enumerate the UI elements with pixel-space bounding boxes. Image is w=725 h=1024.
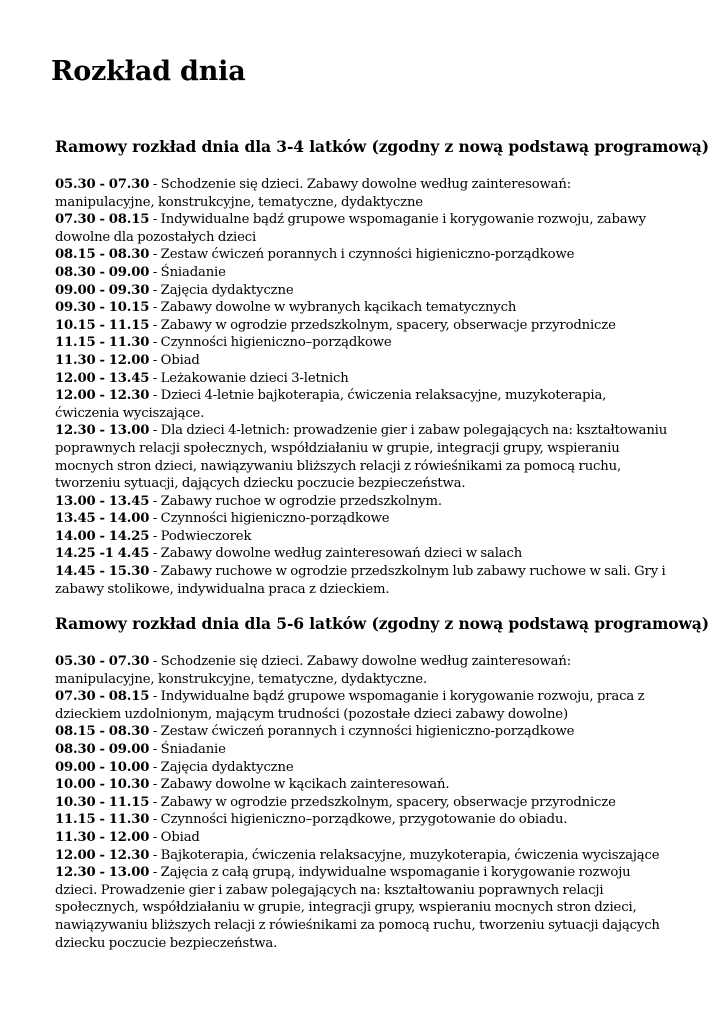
entry-description: - Zajęcia dydaktyczne xyxy=(149,759,294,775)
entry-time: 13.00 - 13.45 xyxy=(55,493,150,509)
schedule-entry xyxy=(55,741,670,759)
schedule-section-3-4 xyxy=(55,137,709,598)
schedule-entry xyxy=(55,493,670,511)
entry-time: 09.00 - 10.00 xyxy=(55,759,150,775)
entry-description: - Schodzenie się dzieci. Zabawy dowolne według zainteresowań: manipulacyjne, konstrukcyjne, tematyczne, dydaktyczne. xyxy=(55,654,572,687)
schedule-entry xyxy=(55,563,670,598)
entry-description: - Czynności higieniczno–porządkowe, przygotowanie do obiadu. xyxy=(149,812,568,828)
schedule-entry xyxy=(55,317,670,335)
entry-time: 08.30 - 09.00 xyxy=(55,741,150,757)
entry-description: - Zabawy ruchowe w ogrodzie przedszkolnym lub zabawy ruchowe w sali. Gry i zabawy stolikowe, indywidualna praca z dzieckiem. xyxy=(55,564,666,597)
schedule-entry xyxy=(55,246,670,264)
entry-time: 13.45 - 14.00 xyxy=(55,511,150,527)
schedule-section-5-6 xyxy=(55,614,709,952)
entry-time: 11.30 - 12.00 xyxy=(55,829,150,845)
schedule-list xyxy=(55,653,670,952)
schedule-entry xyxy=(55,528,670,546)
schedule-entry xyxy=(55,299,670,317)
entry-description: - Dla dzieci 4-letnich: prowadzenie gier i zabaw polegających na: kształtowaniu poprawnych relacji społecznych, współdziałaniu w grupie, integracji grupy, wspieraniu mocnych stron dzieci, nawiązywaniu bliższych relacji z rówieśnikami za pomocą ruchu, tworzeniu sytuacji, dających dziecku poczucie bezpieczeństwa. xyxy=(55,423,668,492)
entry-time: 05.30 - 07.30 xyxy=(55,654,150,669)
schedule-entry xyxy=(55,545,670,563)
entry-description: - Obiad xyxy=(149,352,200,368)
entry-description: - Leżakowanie dzieci 3-letnich xyxy=(149,370,349,386)
entry-description: - Schodzenie się dzieci. Zabawy dowolne według zainteresowań: manipulacyjne, konstrukcyjne, tematyczne, dydaktyczne xyxy=(55,177,572,210)
entry-description: - Zestaw ćwiczeń porannych i czynności higieniczno-porządkowe xyxy=(149,247,575,263)
entry-time: 08.15 - 08.30 xyxy=(55,724,150,740)
schedule-entry xyxy=(55,211,670,246)
entry-time: 11.30 - 12.00 xyxy=(55,352,150,368)
entry-time: 07.30 - 08.15 xyxy=(55,689,150,705)
schedule-entry xyxy=(55,422,670,492)
schedule-entry xyxy=(55,811,670,829)
entry-time: 14.25 -1 4.45 xyxy=(55,546,150,562)
entry-description: - Zajęcia dydaktyczne xyxy=(149,282,294,298)
schedule-entry xyxy=(55,759,670,777)
schedule-entry xyxy=(55,282,670,300)
schedule-entry xyxy=(55,776,670,794)
schedule-entry xyxy=(55,794,670,812)
entry-description: - Zabawy dowolne według zainteresowań dzieci w salach xyxy=(149,546,523,562)
entry-time: 14.45 - 15.30 xyxy=(55,564,150,580)
entry-description: - Zabawy w ogrodzie przedszkolnym, spacery, obserwacje przyrodnicze xyxy=(149,317,616,333)
schedule-entry xyxy=(55,688,670,723)
entry-description: - Dzieci 4-letnie bajkoterapia, ćwiczenia relaksacyjne, muzykoterapia, ćwiczenia wyciszające. xyxy=(55,388,607,421)
entry-description: - Bajkoterapia, ćwiczenia relaksacyjne, muzykoterapia, ćwiczenia wyciszające xyxy=(149,847,660,863)
entry-time: 12.00 - 12.30 xyxy=(55,388,150,404)
schedule-entry xyxy=(55,510,670,528)
schedule-entry xyxy=(55,723,670,741)
entry-description: - Zajęcia z całą grupą, indywidualne wspomaganie i korygowanie rozwoju dzieci. Prowadzenie gier i zabaw polegających na: kształtowaniu poprawnych relacji społecznych, współdziałaniu w grupie, integracji grupy, wspieraniu mocnych stron dzieci, nawiązywaniu bliższych relacji z rówieśnikami za pomocą ruchu, tworzeniu sytuacji dających dziecku poczucie bezpieczeństwa. xyxy=(55,865,660,951)
entry-time: 11.15 - 11.30 xyxy=(55,812,150,828)
entry-time: 12.00 - 13.45 xyxy=(55,370,150,386)
schedule-entry xyxy=(55,352,670,370)
entry-description: - Zabawy ruchoe w ogrodzie przedszkolnym. xyxy=(149,493,442,509)
entry-time: 07.30 - 08.15 xyxy=(55,212,150,228)
entry-time: 09.30 - 10.15 xyxy=(55,300,150,316)
entry-time: 09.00 - 09.30 xyxy=(55,282,150,298)
entry-description: - Indywidualne bądź grupowe wspomaganie i korygowanie rozwoju, praca z dzieckiem uzdolnionym, mającym trudności (pozostałe dzieci zabawy dowolne) xyxy=(55,689,645,722)
schedule-entry xyxy=(55,176,670,211)
schedule-entry xyxy=(55,864,670,952)
entry-description: - Czynności higieniczno–porządkowe xyxy=(149,335,392,351)
schedule-entry xyxy=(55,653,670,688)
entry-time: 08.15 - 08.30 xyxy=(55,247,150,263)
entry-time: 11.15 - 11.30 xyxy=(55,335,150,351)
entry-time: 10.00 - 10.30 xyxy=(55,777,150,793)
entry-description: - Obiad xyxy=(149,829,200,845)
entry-time: 12.00 - 12.30 xyxy=(55,847,150,863)
page-title: Rozkład dnia xyxy=(51,56,246,87)
schedule-entry xyxy=(55,387,670,422)
entry-description: - Śniadanie xyxy=(149,264,226,280)
entry-time: 10.15 - 11.15 xyxy=(55,317,150,333)
entry-description: - Zabawy w ogrodzie przedszkolnym, spacery, obserwacje przyrodnicze xyxy=(149,794,616,810)
schedule-entry xyxy=(55,847,670,865)
entry-time: 12.30 - 13.00 xyxy=(55,423,150,439)
entry-time: 08.30 - 09.00 xyxy=(55,264,150,280)
entry-description: - Indywidualne bądź grupowe wspomaganie i korygowanie rozwoju, zabawy dowolne dla pozostałych dzieci xyxy=(55,212,646,245)
schedule-entry xyxy=(55,334,670,352)
entry-description: - Podwieczorek xyxy=(149,528,252,544)
schedule-entry xyxy=(55,829,670,847)
schedule-entry xyxy=(55,264,670,282)
entry-time: 12.30 - 13.00 xyxy=(55,865,150,881)
entry-time: 05.30 - 07.30 xyxy=(55,177,150,192)
entry-description: - Czynności higieniczno-porządkowe xyxy=(149,511,390,527)
entry-description: - Zestaw ćwiczeń porannych i czynności higieniczno-porządkowe xyxy=(149,724,575,740)
entry-description: - Śniadanie xyxy=(149,741,226,757)
schedule-entry xyxy=(55,370,670,388)
entry-time: 10.30 - 11.15 xyxy=(55,794,150,810)
entry-description: - Zabawy dowolne w kącikach zainteresowań. xyxy=(149,777,450,793)
section-heading: Ramowy rozkład dnia dla 5-6 latków (zgodny z nową podstawą programową) xyxy=(55,614,709,633)
section-heading: Ramowy rozkład dnia dla 3-4 latków (zgodny z nową podstawą programową) xyxy=(55,137,709,156)
schedule-list xyxy=(55,176,670,598)
entry-time: 14.00 - 14.25 xyxy=(55,528,150,544)
entry-description: - Zabawy dowolne w wybranych kącikach tematycznych xyxy=(149,300,517,316)
